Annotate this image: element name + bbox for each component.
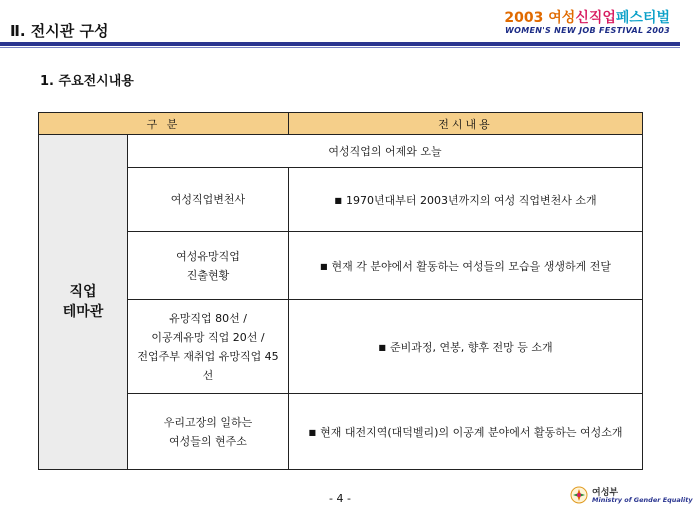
row-category <box>128 300 289 394</box>
row-category <box>128 168 289 232</box>
side-label <box>39 135 128 470</box>
category-line: 이공계유망 직업 20선 / <box>151 330 265 344</box>
ministry-emblem-icon <box>570 486 588 504</box>
logo-text-part2: 신직업 <box>575 10 616 26</box>
side-label-line2: 테마관 <box>62 304 104 320</box>
category-line: 여성직업변천사 <box>170 193 246 206</box>
festival-logo <box>500 10 670 40</box>
table-subheader-row <box>39 135 643 168</box>
logo-text-part1: 여성 <box>548 10 576 26</box>
table-subheader: 여성직업의 어제와 오늘 <box>128 135 643 168</box>
bullet-icon: ■ <box>319 261 328 271</box>
description-text: 현재 대전지역(대덕벨리)의 이공계 분야에서 활동하는 여성소개 <box>320 425 623 439</box>
description-text: 1970년대부터 2003년까지의 여성 직업변천사 소개 <box>345 193 597 207</box>
page-title: Ⅱ. 전시관 구성 <box>10 22 109 40</box>
table-row <box>39 168 643 232</box>
description-text: 현재 각 분야에서 활동하는 여성들의 모습을 생생하게 전달 <box>331 259 612 273</box>
category-line: 전업주부 재취업 유망직업 45 <box>137 349 279 363</box>
side-label-line1: 직업 <box>69 284 97 300</box>
table-row <box>39 394 643 470</box>
category-line: 유망직업 80선 / <box>169 311 247 325</box>
category-line: 선 <box>202 368 214 382</box>
logo-subtitle: WOMEN'S NEW JOB FESTIVAL 2003 <box>505 26 670 35</box>
table-header-row <box>39 113 643 135</box>
bullet-icon: ■ <box>334 195 342 205</box>
table-row <box>39 300 643 394</box>
page-number: - 4 - <box>329 492 351 505</box>
category-line: 진출현황 <box>186 268 230 282</box>
row-category <box>128 232 289 300</box>
row-description <box>289 232 643 300</box>
logo-text-part3: 페스티벌 <box>615 10 670 26</box>
header-rule <box>0 42 680 46</box>
exhibit-table <box>38 112 643 470</box>
category-line: 여성유망직업 <box>176 249 240 263</box>
category-line: 우리고장의 일하는 <box>163 415 253 429</box>
org-name: 여성부 <box>592 488 619 498</box>
row-description <box>289 394 643 470</box>
column-header-content: 전시내용 <box>289 113 643 135</box>
description-text: 준비과정, 연봉, 향후 전망 등 소개 <box>389 340 553 354</box>
logo-year: 2003 <box>504 10 544 26</box>
row-description <box>289 300 643 394</box>
row-description <box>289 168 643 232</box>
row-category <box>128 394 289 470</box>
bullet-icon: ■ <box>308 427 317 437</box>
bullet-icon: ■ <box>378 342 386 352</box>
ministry-logo <box>570 484 693 508</box>
header-rule-thin <box>0 47 680 48</box>
column-header-category: 구 분 <box>39 113 289 135</box>
section-title: 1. 주요전시내용 <box>40 74 134 89</box>
org-subtitle: Ministry of Gender Equality <box>592 496 693 504</box>
table-row <box>39 232 643 300</box>
category-line: 여성들의 현주소 <box>169 434 247 448</box>
